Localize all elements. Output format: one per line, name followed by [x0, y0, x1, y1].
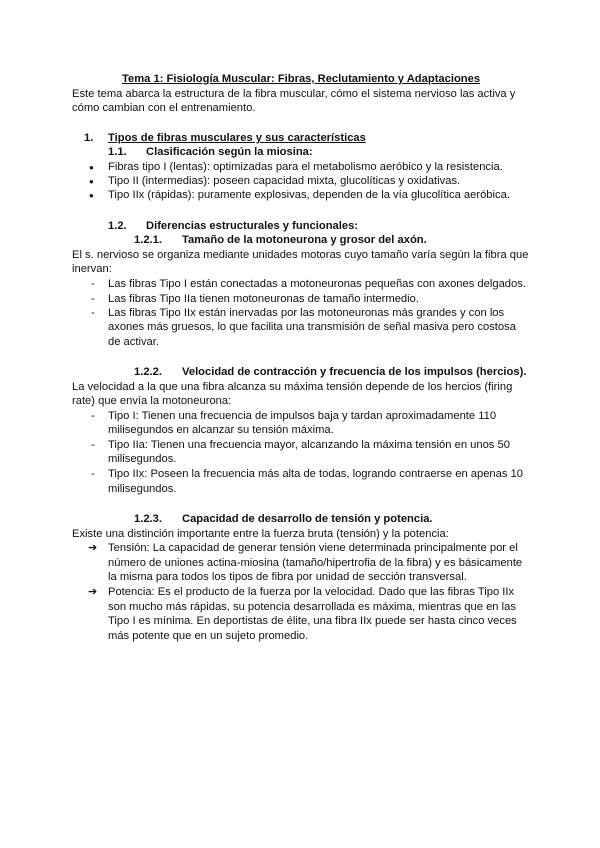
- arrow-right-icon: ➔: [88, 542, 98, 554]
- intro-line: cómo cambian con el entrenamiento.: [72, 102, 256, 114]
- list-item-cont: axones más gruesos, lo que facilita una transmisión de señal masiva pero costosa: [108, 321, 516, 333]
- subsubsection-number: 1.2.3.: [134, 513, 162, 525]
- bullet-dash-icon: -: [91, 307, 95, 319]
- subsection-number: 1.2.: [108, 220, 127, 232]
- arrow-right-icon: ➔: [88, 586, 98, 598]
- subsubsection-number: 1.2.2.: [134, 366, 162, 378]
- bullet-dash-icon: -: [91, 293, 95, 305]
- document-title: Tema 1: Fisiología Muscular: Fibras, Reclutamiento y Adaptaciones: [122, 73, 481, 85]
- bullet-dash-icon: -: [91, 278, 95, 290]
- list-item-cont: la misma para todos los tipos de fibra por unidad de sección transversal.: [108, 571, 467, 583]
- list-item: Tipo IIx (rápidas): puramente explosivas, dependen de la vía glucolítica aeróbica.: [108, 189, 510, 201]
- subsection-number: 1.1.: [108, 146, 127, 158]
- paragraph-line: rate) que envía la motoneurona:: [72, 395, 232, 407]
- section-number: 1.: [84, 132, 94, 144]
- list-item-cont: milisegundos.: [108, 453, 177, 465]
- list-item-cont: más potente que en un sujeto promedio.: [108, 630, 309, 642]
- list-item: Las fibras Tipo I están conectadas a motoneuronas pequeñas con axones delgados.: [108, 278, 526, 290]
- bullet-dash-icon: -: [91, 410, 95, 422]
- list-item-cont: son mucho más rápidas, su potencia desarrollada es máxima, mientras que en las: [108, 601, 516, 613]
- paragraph-line: La velocidad a la que una fibra alcanza su máxima tensión depende de los hercios (firing: [72, 381, 513, 393]
- list-item: Tensión: La capacidad de generar tensión viene determinada principalmente por el: [108, 542, 518, 554]
- paragraph-line: El s. nervioso se organiza mediante unidades motoras cuyo tamaño varía según la fibra que: [72, 249, 529, 261]
- paragraph-line: inervan:: [72, 263, 112, 275]
- list-item: Las fibras Tipo IIa tienen motoneuronas de tamaño intermedio.: [108, 293, 419, 305]
- subsubsection-heading: Tamaño de la motoneurona y grosor del axón.: [182, 234, 427, 246]
- subsubsection-heading: Velocidad de contracción y frecuencia de los impulsos (hercios).: [182, 366, 527, 378]
- list-item-cont: de activar.: [108, 336, 159, 348]
- bullet-dash-icon: -: [91, 468, 95, 480]
- list-item-cont: número de uniones actina-miosina (tamaño/hipertrofia de la fibra) y es básicamente: [108, 557, 523, 569]
- bullet-dot-icon: ●: [89, 177, 94, 186]
- list-item-cont: milisegundos en alcanzar su tensión máxima.: [108, 424, 334, 436]
- list-item: Potencia: Es el producto de la fuerza por la velocidad. Dado que las fibras Tipo IIx: [108, 586, 515, 598]
- list-item: Tipo IIx: Poseen la frecuencia más alta de todas, logrando contraerse en apenas 10: [108, 468, 524, 480]
- bullet-dot-icon: ●: [89, 191, 94, 200]
- list-item-cont: Tipo I es mínima. En deportistas de élite, una fibra IIx puede ser hasta cinco veces: [108, 615, 517, 627]
- paragraph-line: Existe una distinción importante entre la fuerza bruta (tensión) y la potencia:: [72, 528, 449, 540]
- list-item: Tipo I: Tienen una frecuencia de impulsos baja y tardan aproximadamente 110: [108, 410, 497, 422]
- bullet-dot-icon: ●: [89, 163, 94, 172]
- subsubsection-heading: Capacidad de desarrollo de tensión y potencia.: [182, 513, 433, 525]
- list-item-cont: milisegundos.: [108, 483, 177, 495]
- subsection-heading: Diferencias estructurales y funcionales:: [146, 220, 359, 232]
- list-item: Las fibras Tipo IIx están inervadas por las motoneuronas más grandes y con los: [108, 307, 505, 319]
- list-item: Fibras tipo I (lentas): optimizadas para el metabolismo aeróbico y la resistencia.: [108, 161, 503, 173]
- subsubsection-number: 1.2.1.: [134, 234, 162, 246]
- subsection-heading: Clasificación según la miosina:: [146, 146, 313, 158]
- section-heading: Tipos de fibras musculares y sus características: [108, 132, 366, 144]
- intro-line: Este tema abarca la estructura de la fibra muscular, cómo el sistema nervioso las activa y: [72, 88, 516, 100]
- list-item: Tipo IIa: Tienen una frecuencia mayor, alcanzando la máxima tensión en unos 50: [108, 439, 510, 451]
- bullet-dash-icon: -: [91, 439, 95, 451]
- list-item: Tipo II (intermedias): poseen capacidad mixta, glucolíticas y oxidativas.: [108, 175, 461, 187]
